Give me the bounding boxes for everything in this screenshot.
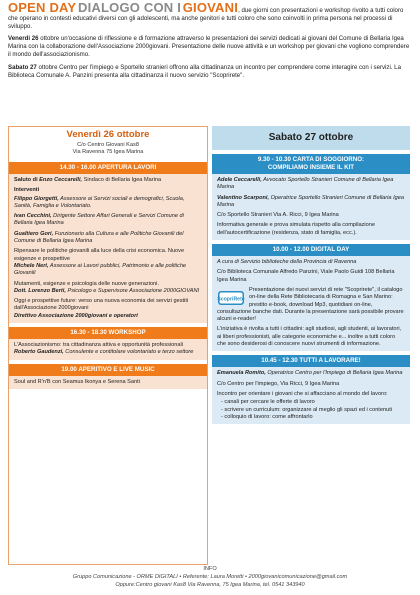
workshop-text: L'Associazionismo: tra cittadinanza attiva e opportunità professionali <box>14 342 183 349</box>
scoprirete-logo-icon <box>217 288 245 308</box>
friday-venue <box>9 142 207 156</box>
friday-venue-line1: C/o Centro Giovani Kas8 <box>77 142 139 148</box>
title-dialogo: DIALOGO CON I <box>78 0 182 15</box>
carta-person-2-role: Operatrice Sportello Stranieri Comune di Bellaria Igea Marina <box>217 194 404 208</box>
intervento-3 <box>14 231 202 246</box>
saturday-bar-lavoro: 10.45 - 12.30 TUTTI A LAVORARE! <box>212 355 410 367</box>
friday-heading: Venerdì 26 ottobre <box>66 129 150 140</box>
digital-presentation-text: Presentazione dei nuovi servizi di rete "Scoprirete", il catalogo on-line della Rete Bibliotecaria di Romagna e San Marino: prestito e-book, download Mp3, quotidiani on-line, consultazione banche dati. Durante la presentazione sarà possibile provare alcuni e-reader! <box>217 286 404 323</box>
intro-section <box>8 0 412 84</box>
list-item: - colloquio di lavoro: come affrontarlo <box>221 413 313 420</box>
workshop-item <box>14 342 202 357</box>
scoprirete-logo <box>217 288 245 308</box>
lavoro-person-name: Emanuela Romito, <box>217 370 266 377</box>
intro-text-3: ottobre Centro per l'impiego e Sportello stranieri offrono alla cittadinanza un incontro per comprendere come interagire con i servizi. La Biblioteca Comunale A. Panzini presenta alla cittadinanza il nuovo servizio "Scoprirete". <box>8 63 401 79</box>
intro-paragraph-1 <box>8 0 412 31</box>
carta-person-2-name: Valentino Scarponi, <box>217 194 270 201</box>
intro-text-1: , due giorni con presentazioni e workshop rivolto a tutti coloro che operano in contesti educativi diversi con gli adolescenti, ma anche genitori e tutti coloro che sono coinvolti in prima persona nel processi di sviluppo. <box>8 7 404 31</box>
saturday-digital-block <box>212 256 410 351</box>
list-item: - canali per cercare le offerte di lavoro <box>221 399 315 406</box>
list-item: - scrivere un curriculum: organizzare al meglio gli spazi ed i contenuti <box>221 406 392 413</box>
digital-venue: C/o Biblioteca Comunale Alfredo Panzini, Viale Paolo Guidi 108 Bellaria Igea Marina <box>217 269 395 283</box>
title-giovani: GIOVANI <box>182 0 239 15</box>
friday-bar-aperitivo: 19.00 APERITIVO E LIVE MUSIC <box>9 364 207 376</box>
saturday-bar-carta <box>212 154 410 174</box>
lavoro-intro: Incontro per orientare i giovani che si affacciano al mondo del lavoro: <box>217 390 388 397</box>
saturday-lavoro-block <box>212 367 410 424</box>
intervento-3-name: Gualtiero Gori, <box>14 230 54 237</box>
intervento-5-name: Dott. Lorenzo Berti, <box>14 287 66 294</box>
music-text: Soul and R'n'B con Seamus Ikonya e Serena Santi <box>14 378 140 385</box>
saturday-carta-block <box>212 174 410 240</box>
intervento-4-name: Michele Neri, <box>14 262 49 269</box>
carta-person-1-name: Adele Ceccarelli, <box>217 177 262 183</box>
carta-person-1-role: Avvocato Sportello Stranieri Comune di Bellaria Igea Marina <box>217 177 394 191</box>
carta-person-2 <box>217 195 405 210</box>
saturday-column <box>212 126 410 563</box>
intro-text-2: ottobre un'occasione di riflessione e di formazione attraverso le presentazioni dei servizi dedicati ai giovani del Comune di Bellaria Igea Marina con la collaborazione dell'Associazione 2000giovani. Presentazione delle nuove attività e un workshop per giovani che vogliono comprendere il mondo dell'associazionismo. <box>8 35 410 59</box>
friday-venue-line2: Via Ravenna 75 Igea Marina <box>72 149 144 155</box>
intervento-5 <box>14 281 202 296</box>
friday-column <box>8 126 208 565</box>
intervento-1 <box>14 196 202 211</box>
intro-paragraph-2 <box>8 35 412 59</box>
intervento-1-role: Assessore ai Servizi sociali e demografici, Scuola, Sanità, Famiglia e Volontariato. <box>14 195 185 209</box>
saturday-bar-digital: 10.00 - 12.00 DIGITAL DAY <box>212 244 410 256</box>
intervento-2-name: Ivan Cecchini, <box>14 213 52 220</box>
svg-text:ScopriRete: ScopriRete <box>217 296 245 303</box>
info-address-line: Oppure:Centro giovani Kas8 Via Ravenna, 75 Igea Marina, tel. 0541 343940 <box>115 582 305 588</box>
intervento-4 <box>14 248 202 277</box>
intervento-2-role: Dirigente Settore Affari Generali e Servizi Comune di Bellaria Igea Marina <box>14 213 184 227</box>
intervento-6 <box>14 298 202 320</box>
intervento-5-role: Psicologo e Supervisore Associazione 2000GIOVANI <box>65 287 200 294</box>
lavoro-person <box>217 370 405 377</box>
info-label: INFO <box>203 566 217 572</box>
friday-apertura-block <box>9 174 207 323</box>
intervento-2 <box>14 213 202 228</box>
intro-day-saturday: Sabato 27 <box>8 63 37 71</box>
saturday-bar-carta-line2: COMPILIAMO INSIEME IL KIT <box>267 164 355 171</box>
friday-workshop-block <box>9 339 207 360</box>
friday-music-block <box>9 376 207 389</box>
lavoro-list <box>217 399 405 421</box>
carta-venue: C/o Sportello Stranieri Via A. Ricci, 9 Igea Marina <box>217 212 339 219</box>
saluto-name: Enzo Ceccarelli, <box>37 177 83 183</box>
carta-person-1 <box>217 177 405 192</box>
title-open-day: OPEN DAY <box>8 0 77 15</box>
intervento-1-name: Filippo Giorgetti, <box>14 195 59 202</box>
intervento-3-role: Funzionario alla Cultura e alle Politiche Giovanili del Comune di Bellaria Igea Marina <box>14 230 184 245</box>
intervento-4-text: Ripensare le politiche giovanili alla luce della crisi economica. Nuove esigenze e prospettive <box>14 248 185 262</box>
intervento-6-name: Direttivo Associazione 2000giovani e operatori <box>14 312 138 319</box>
saluto-label: Saluto di <box>14 177 38 183</box>
saluto-role: Sindaco di Bellaria Igea Marina <box>82 177 162 183</box>
intervento-6-text: Oggi e prospettive future: verso una nuova economia dei servizi gestiti dall'Associazione 2000giovani <box>14 298 189 312</box>
info-contact-line: Gruppo Comunicazione - ORME DIGITALI • Referente: Laura Moretti • 2000giovanicomunicazione@gmail.com <box>72 574 348 580</box>
intro-paragraph-3 <box>8 64 412 80</box>
digital-presentation <box>217 287 405 323</box>
digital-audience: L'iniziativa è rivolta a tutti i cittadini: agli studiosi, agli studenti, ai lavoratori, ai liberi professionisti, alle categorie economiche e... inoltre a tutti coloro che sono desiderosi di conoscere nuovi strumenti di informazione. <box>217 326 402 348</box>
lavoro-person-role: Operatrice Centro per l'Impiego di Bellaria Igea Marina <box>265 370 403 377</box>
friday-bar-workshop: 16.30 - 18.30 WORKSHOP <box>9 327 207 339</box>
friday-bar-apertura: 14.30 - 16.00 APERTURA LAVORI <box>9 162 207 174</box>
carta-text: Informativa generale e prova simulata rispetto alla compilazione dell'autocertificazione (residenza, stato di famiglia, ecc.). <box>217 222 375 236</box>
interventi-label: Interventi <box>14 187 40 194</box>
intervento-4-role: Assessore ai Lavori pubblici, Patrimonio e alle politiche Giovanili <box>14 262 187 277</box>
workshop-role: Consulente e contitolare volontariato e terzo settore <box>63 349 194 356</box>
saturday-bar-carta-line1: 9.30 - 10.30 CARTA DI SOGGIORNO: <box>257 156 365 163</box>
intro-day-friday: Venerdi 26 <box>8 35 39 43</box>
lavoro-venue: C/o Centro per l'impiego, Via Ricci, 9 Igea Marina <box>217 380 340 387</box>
intervento-5-text: Mutamenti, esigenze e psicologia delle nuove generazioni. <box>14 280 159 287</box>
saturday-heading: Sabato 27 ottobre <box>212 126 410 150</box>
workshop-name: Roberto Gaudenzi, <box>14 349 64 356</box>
saluto <box>14 177 202 184</box>
digital-organizer: A cura di Servizio biblioteche della Provincia di Ravenna <box>217 259 357 266</box>
